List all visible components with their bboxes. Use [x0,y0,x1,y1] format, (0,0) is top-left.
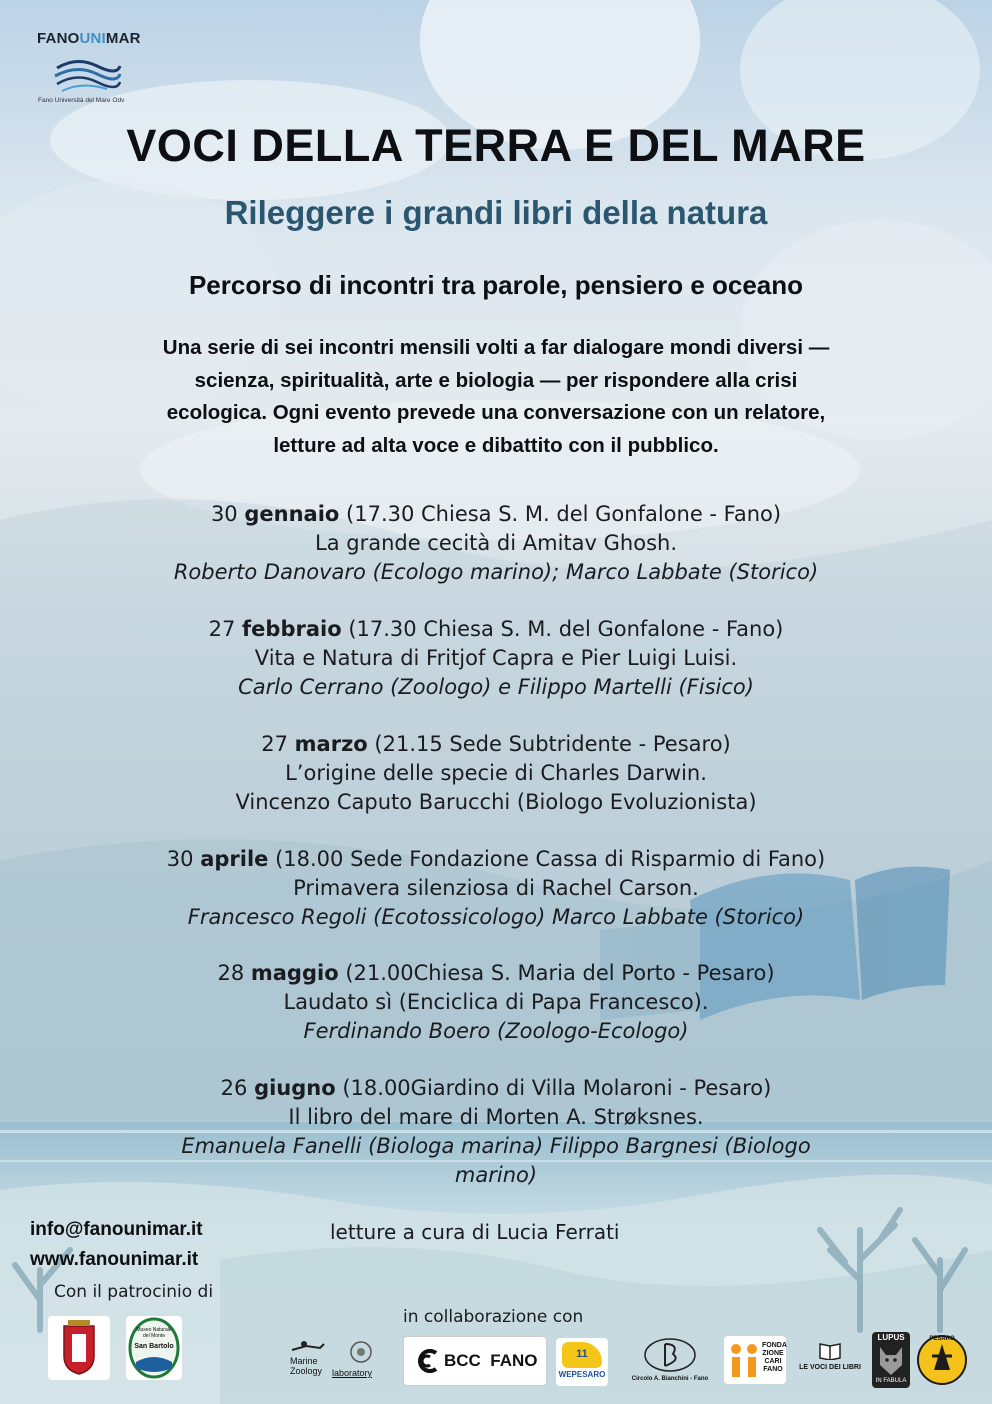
event-day: 27 [261,732,288,756]
wepesaro-logo [556,1338,608,1386]
brand-name-fano: FANO [37,30,80,47]
event-speakers: Roberto Danovaro (Ecologo marino); Marco Labbate (Storico) [173,560,819,584]
pesaro-scout-logo [916,1334,968,1386]
event-details: (21.00Chiesa S. Maria del Porto - Pesaro) [345,961,775,985]
voci-dei-libri-logo [792,1340,868,1384]
event-book: L’origine delle specie di Charles Darwin. [285,761,707,785]
contact-email[interactable]: info@fanounimar.it [30,1219,203,1240]
municipality-crest-logo [48,1316,110,1380]
event-speakers: Carlo Cerrano (Zoologo) e Filippo Martelli (Fisico) [238,675,754,699]
event-item [0,1074,992,1190]
intro-line: letture ad alta voce e dibattito con il pubblico. [273,433,719,457]
event-book: Laudato sì (Enciclica di Papa Francesco). [283,990,709,1014]
event-month: marzo [294,732,368,756]
fondazione-label: FONDA ZIONE CARI FANO [762,1342,787,1373]
intro-line: Una serie di sei incontri mensili volti a far dialogare mondi diversi — [162,336,830,359]
event-date-line [0,615,992,644]
museum-name: San Bartolo [134,1343,174,1350]
event-speakers-continued: marino) [454,1163,538,1187]
event-item [0,730,992,817]
lab-emblem-icon [350,1340,372,1364]
lupus-label: LUPUS [877,1333,905,1342]
event-details: (17.30 Chiesa S. M. del Gonfalone - Fano) [346,502,782,526]
brand-logo-name [37,30,141,47]
event-month: febbraio [242,617,342,641]
contact-website[interactable]: www.fanounimar.it [30,1249,199,1270]
event-month: aprile [200,847,269,871]
event-day: 28 [217,961,245,985]
fondazione-mark-icon [726,1340,766,1380]
bcc-city: FANO [490,1351,538,1370]
intro-paragraph [90,332,902,462]
in-fabula-label: IN FABULA [875,1378,907,1384]
zoology-label: Zoology [290,1366,323,1376]
circolo-bianchini-logo [622,1336,718,1386]
patronage-label: Con il patrocinio di [54,1282,214,1302]
museum-line-2: del Monte [143,1333,165,1339]
fondazione-carifano-logo [724,1336,786,1384]
page-subtitle: Rileggere i grandi libri della natura [224,194,768,231]
event-book: Primavera silenziosa di Rachel Carson. [293,876,699,900]
event-date-line [0,1074,992,1103]
event-day: 26 [220,1076,248,1100]
brand-name-uni: UNI [79,30,106,47]
museum-line-1: Museo Naturale [136,1327,172,1333]
event-date-line [0,959,992,988]
collaboration-label: in collaborazione con [403,1307,584,1327]
event-month: maggio [250,961,339,985]
contact-block [30,1215,203,1275]
marine-label: Marine [290,1356,318,1366]
event-details: (18.00Giardino di Villa Molaroni - Pesaro) [342,1076,772,1100]
intro-line: ecologica. Ogni evento prevede una conversazione con un relatore, [166,401,826,424]
event-speakers: Francesco Regoli (Ecotossicologo) Marco Labbate (Storico) [187,905,805,929]
event-book: La grande cecità di Amitav Ghosh. [315,531,677,555]
event-month: gennaio [244,502,340,526]
bcc-mark-icon [416,1348,442,1374]
brand-wave-icon [52,56,122,94]
event-item [0,615,992,702]
event-book: Il libro del mare di Morten A. Strøksnes. [288,1105,704,1129]
event-date-line [0,730,992,759]
event-details: (18.00 Sede Fondazione Cassa di Risparmio di Fano) [275,847,826,871]
bcc-label: BCC [444,1351,481,1370]
event-day: 30 [166,847,194,871]
brand-subtitle: Fano Università del Mare Odv [38,97,125,104]
brand-name-mar: MAR [105,30,141,47]
event-item [0,959,992,1046]
event-details: (17.30 Chiesa S. M. del Gonfalone - Fano) [348,617,784,641]
circolo-emblem-icon [643,1336,697,1374]
crest-icon [48,1316,110,1380]
pesaro-label: PESARO [929,1336,955,1342]
event-speakers: Vincenzo Caputo Barucchi (Biologo Evoluzionista) [235,790,757,814]
circolo-label: Circolo A. Bianchini - Fano [631,1376,709,1382]
voci-dei-libri-label: LE VOCI DEI LIBRI [799,1364,861,1371]
tagline: Percorso di incontri tra parole, pensiero e oceano [188,270,804,300]
event-day: 30 [210,502,238,526]
event-speakers: Ferdinando Boero (Zoologo-Ecologo) [303,1019,689,1043]
bcc-fano-logo [403,1336,547,1386]
intro-line: scienza, spiritualità, arte e biologia — per rispondere alla crisi [194,368,798,392]
laboratory-label: laboratory [332,1368,373,1378]
event-month: giugno [254,1076,336,1100]
event-item [0,500,992,587]
event-date-line [0,500,992,529]
event-item [0,845,992,932]
event-details: (21.15 Sede Subtridente - Pesaro) [374,732,731,756]
open-book-icon [818,1340,842,1360]
event-date-line [0,845,992,874]
readings-credit: letture a cura di Lucia Ferrati [330,1220,620,1244]
wepesaro-badge [562,1342,602,1368]
page-title: VOCI DELLA TERRA E DEL MARE [126,120,866,171]
wepesaro-label: WEPESARO [558,1370,606,1379]
lupus-in-fabula-logo [872,1332,910,1388]
marine-zoology-lab-logo [290,1338,390,1384]
event-speakers: Emanuela Fanelli (Biologa marina) Filippo Bargnesi (Biologo [181,1134,811,1158]
wepesaro-number: 11 [576,1348,588,1360]
wolf-icon [876,1343,906,1377]
event-day: 27 [208,617,236,641]
museum-san-bartolo-logo [126,1316,182,1380]
event-book: Vita e Natura di Fritjof Capra e Pier Luigi Luisi. [254,646,738,670]
